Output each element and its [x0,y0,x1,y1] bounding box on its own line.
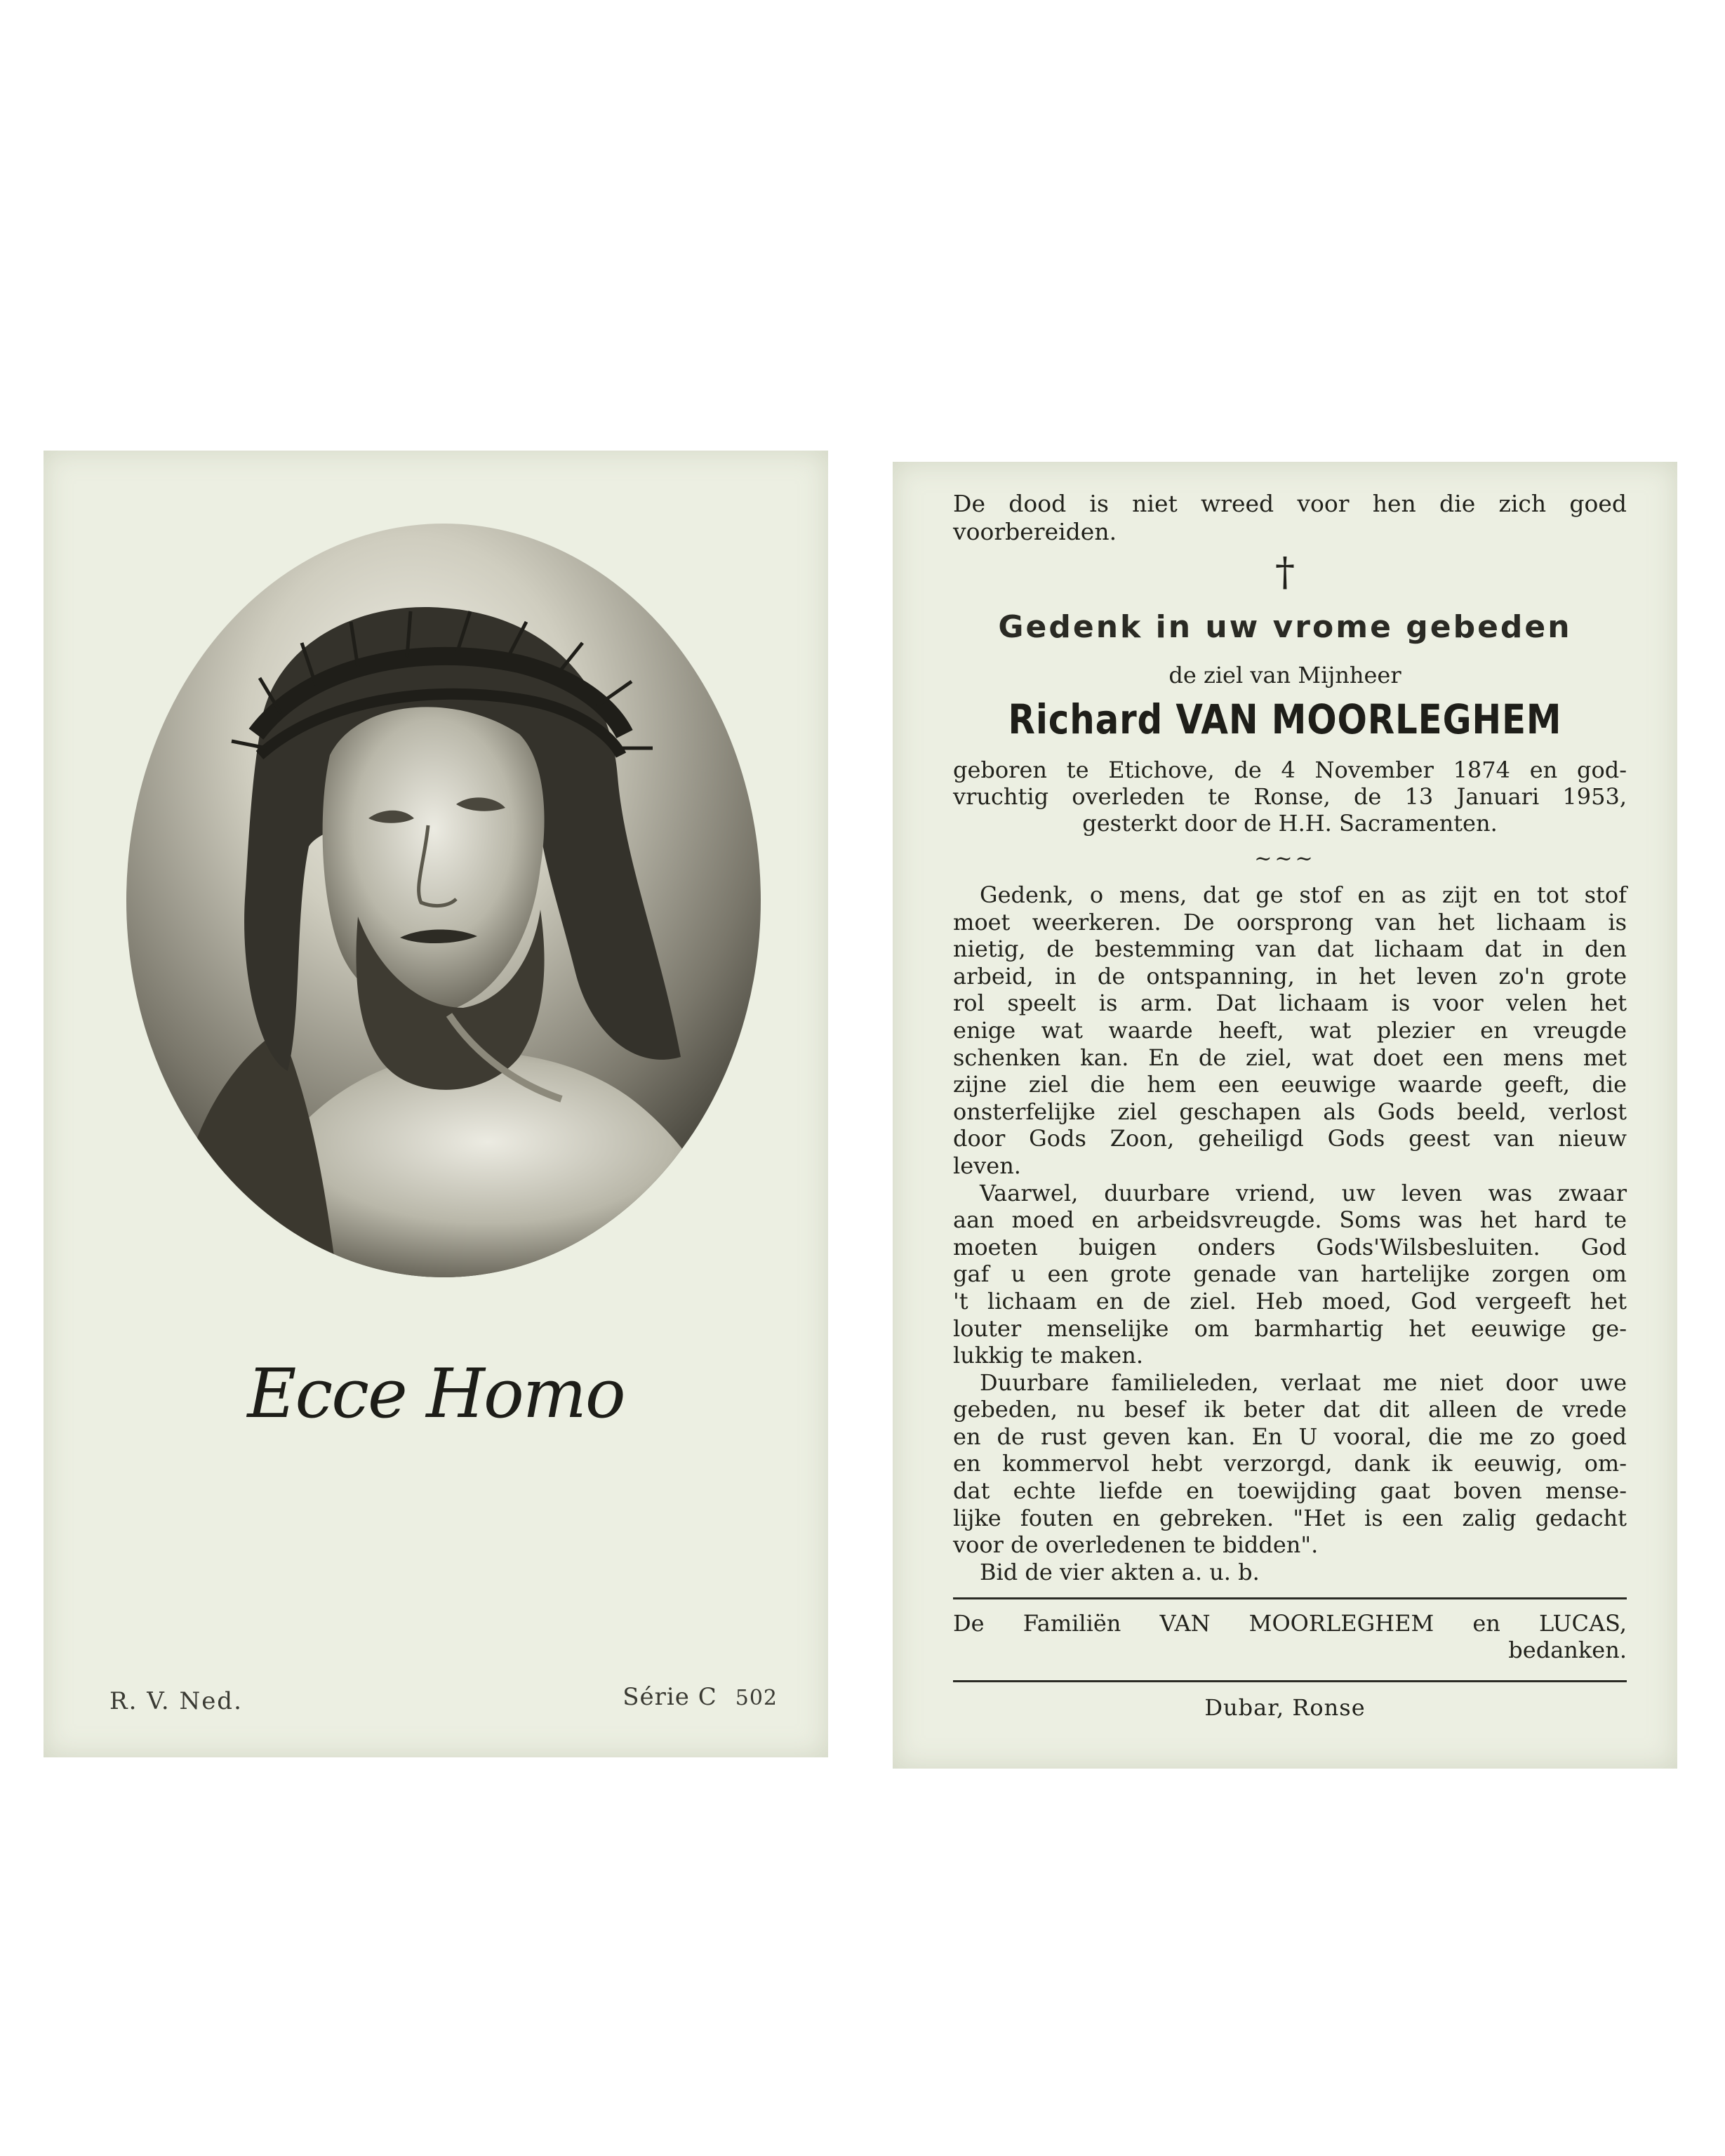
series-name: Série C [622,1683,717,1711]
thanks-line: bedanken. [1508,1637,1627,1663]
birth-line: gesterkt door de H.H. Sacramenten. [1082,810,1498,837]
text-line: arbeid, in de ontspanning, in het leven zo'n grote [953,962,1627,990]
text-line: rol speelt is arm. Dat lichaam is voor velen het [953,990,1627,1017]
text-line: aan moed en arbeidsvreugde. Soms was het hard te [953,1206,1627,1234]
deceased-name: Richard VAN MOORLEGHEM [1008,696,1562,743]
text-line: en de rust geven kan. En U vooral, die me zo goed [953,1423,1627,1450]
text-line: Duurbare familieleden, verlaat me niet door uwe [980,1369,1627,1396]
text-line: moeten buigen onders Gods'Wilsbesluiten. God [953,1233,1627,1260]
text-line: gebeden, nu besef ik beter dat dit alleen de vrede [953,1396,1627,1423]
text-line: moet weerkeren. De oorsprong van het lichaam is [953,908,1627,936]
ecce-homo-portrait [126,524,761,1277]
text-line: lukkig te maken. [953,1342,1144,1369]
birth-line: geboren te Etichove, de 4 November 1874 en god- [953,757,1627,783]
text-line: zijne ziel die hem een eeuwige waarde geeft, die [953,1071,1627,1098]
text-line: en kommervol hebt verzorgd, dank ik eeuwig, om- [953,1450,1627,1477]
card-heading: Gedenk in uw vrome gebeden [998,609,1572,645]
printer-label: Dubar, Ronse [1204,1694,1366,1721]
text-line: 't lichaam en de ziel. Heb moed, God vergeeft het [953,1287,1627,1315]
prayer-card-back [893,462,1677,1769]
text-line: door Gods Zoon, geheiligd Gods geest van nieuw [953,1125,1627,1152]
card-subheading: de ziel van Mijnheer [1168,662,1401,688]
birth-death-details [953,757,1627,837]
prayer-card-front [44,451,828,1757]
divider-line [953,1680,1627,1682]
text-line: lijke fouten en gebreken. "Het is een zalig gedacht [953,1504,1627,1531]
memorial-text [953,881,1627,1585]
text-line: Gedenk, o mens, dat ge stof en as zijt en tot stof [980,881,1627,908]
image-caption: Ecce Homo [247,1355,625,1433]
text-line: schenken kan. En de ziel, wat doet een mens met [953,1044,1627,1071]
intro-line-2: voorbereiden. [953,518,1117,545]
text-line: voor de overledenen te bidden". [953,1531,1319,1559]
intro-line-1: De dood is niet wreed voor hen die zich goed [953,490,1627,517]
intro-text [953,490,1627,546]
text-line: dat echte liefde en toewijding gaat boven mense- [953,1477,1627,1505]
families-thanks [953,1610,1627,1663]
text-line: gaf u een grote genade van hartelijke zorgen om [953,1260,1627,1288]
text-line: enige wat waarde heeft, wat plezier en vreugde [953,1016,1627,1044]
birth-line: vruchtig overleden te Ronse, de 13 Januari 1953, [953,783,1627,810]
text-line: Vaarwel, duurbare vriend, uw leven was zwaar [980,1179,1627,1206]
cross-icon: † [1275,550,1295,595]
series-label [622,1683,778,1711]
divider-line [953,1597,1627,1599]
text-line: Bid de vier akten a. u. b. [980,1558,1260,1585]
text-line: onsterfelijke ziel geschapen als Gods beeld, verlost [953,1098,1627,1125]
text-line: louter menselijke om barmhartig het eeuwige ge- [953,1315,1627,1342]
families-line: De Familiën VAN MOORLEGHEM en LUCAS, [953,1610,1627,1637]
publisher-label: R. V. Ned. [109,1687,243,1715]
series-number: 502 [735,1686,778,1710]
ornament-divider: ~~~ [1254,846,1316,871]
text-line: leven. [953,1152,1021,1179]
text-line: nietig, de bestemming van dat lichaam dat in den [953,936,1627,963]
